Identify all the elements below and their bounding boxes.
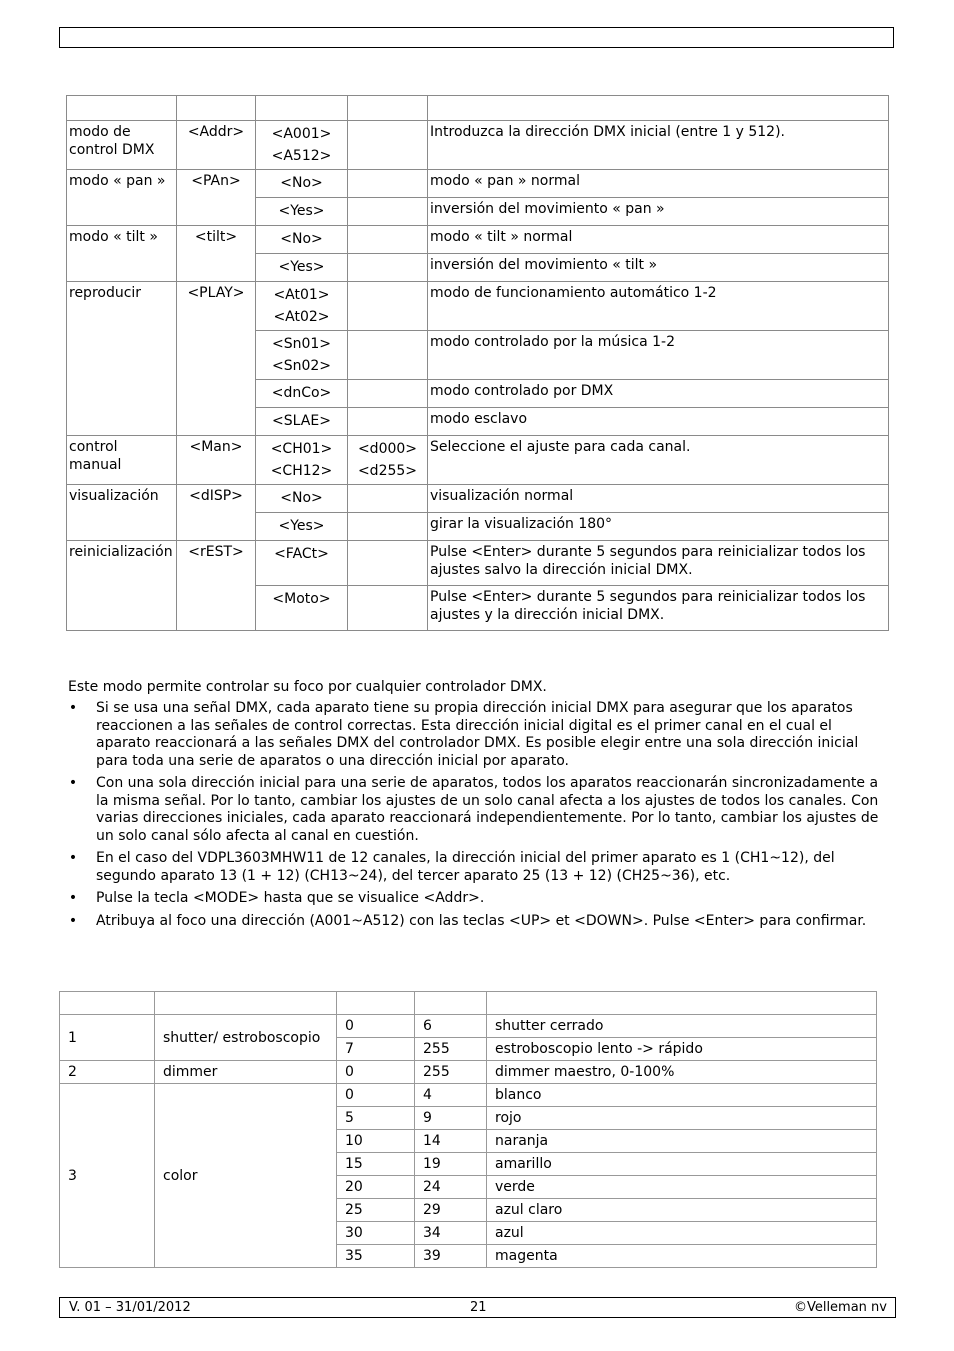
range-cell <box>348 380 428 408</box>
range-from: 0 <box>337 1015 415 1038</box>
range-cell <box>348 408 428 436</box>
code-cell: <Addr> <box>177 121 256 170</box>
value-cell <box>256 198 348 226</box>
range-from: 35 <box>337 1245 415 1268</box>
page-header-box <box>59 27 894 48</box>
range-to: 9 <box>415 1107 487 1130</box>
description-cell: inversión del movimiento « pan » <box>428 198 889 226</box>
range-description: azul claro <box>487 1199 877 1222</box>
value-text: <Sn01> <box>271 336 332 352</box>
channel-name: color <box>155 1084 337 1268</box>
settings-row <box>67 121 889 170</box>
range-cell <box>348 198 428 226</box>
range-text: <d255> <box>357 463 418 479</box>
value-text: <Moto> <box>272 591 331 607</box>
range-to: 29 <box>415 1199 487 1222</box>
value-text: <dnCo> <box>271 385 332 401</box>
bullet-item <box>68 913 888 931</box>
range-to: 255 <box>415 1038 487 1061</box>
code-cell: <rEST> <box>177 541 256 631</box>
range-description: blanco <box>487 1084 877 1107</box>
range-description: magenta <box>487 1245 877 1268</box>
settings-row <box>67 226 889 254</box>
bullet-item <box>68 890 888 908</box>
range-description: dimmer maestro, 0-100% <box>487 1061 877 1084</box>
range-from: 7 <box>337 1038 415 1061</box>
range-cell <box>348 513 428 541</box>
code-cell: <tilt> <box>177 226 256 282</box>
channel-name: dimmer <box>155 1061 337 1084</box>
value-text: <Sn02> <box>271 358 332 374</box>
description-cell: modo controlado por la música 1-2 <box>428 331 889 380</box>
function-cell: reproducir <box>67 282 177 436</box>
bullet-list <box>68 700 888 935</box>
function-cell: modo « tilt » <box>67 226 177 282</box>
value-cell <box>256 436 348 485</box>
range-to: 14 <box>415 1130 487 1153</box>
channel-number: 1 <box>60 1015 155 1061</box>
description-cell: Seleccione el ajuste para cada canal. <box>428 436 889 485</box>
value-text: <Yes> <box>278 518 325 534</box>
bullet-text: Atribuya al foco una dirección (A001~A512) con las teclas <UP> et <DOWN>. Pulse <Enter> para confirmar. <box>96 912 867 929</box>
range-from: 30 <box>337 1222 415 1245</box>
description-cell: modo « tilt » normal <box>428 226 889 254</box>
value-text: <No> <box>280 175 323 191</box>
value-text: <CH01> <box>270 441 333 457</box>
range-to: 34 <box>415 1222 487 1245</box>
range-to: 19 <box>415 1153 487 1176</box>
bullet-text: Con una sola dirección inicial para una serie de aparatos, todos los aparatos reaccionarán sincronizadamente a la misma señal. Por lo tanto, cambiar los ajustes de un solo canal afecta a los ajustes de todos los canales. Con varias direcciones iniciales, cada aparato reaccionará independientemente. Por lo tanto, cambiar los ajustes de un solo canal sólo afecta al canal en cuestión. <box>96 775 879 844</box>
range-from: 20 <box>337 1176 415 1199</box>
settings-table-header-row <box>67 96 889 121</box>
value-text: <FACt> <box>274 546 329 562</box>
range-from: 0 <box>337 1061 415 1084</box>
value-cell <box>256 485 348 513</box>
range-description: azul <box>487 1222 877 1245</box>
value-cell <box>256 331 348 380</box>
range-from: 5 <box>337 1107 415 1130</box>
range-description: verde <box>487 1176 877 1199</box>
bullet-item <box>68 700 888 770</box>
settings-table <box>66 95 889 631</box>
range-description: rojo <box>487 1107 877 1130</box>
value-cell <box>256 121 348 170</box>
footer-version: V. 01 – 31/01/2012 <box>69 1300 191 1315</box>
value-cell <box>256 226 348 254</box>
bullet-text: Si se usa una señal DMX, cada aparato tiene su propia dirección inicial DMX para asegurar que los aparatos reaccionen a las señales de control correctas. Esta dirección inicial digital es el primer canal en el cual el aparato reaccionará a las señales DMX del controlador DMX. Es posible elegir entre una sola dirección inicial para toda una serie de aparatos o una dirección inicial por aparato. <box>96 700 859 769</box>
range-to: 24 <box>415 1176 487 1199</box>
range-from: 10 <box>337 1130 415 1153</box>
bullet-item <box>68 775 888 845</box>
channel-name: shutter/ estroboscopio <box>155 1015 337 1061</box>
value-text: <SLAE> <box>272 413 331 429</box>
description-cell: inversión del movimiento « tilt » <box>428 254 889 282</box>
code-cell: <Man> <box>177 436 256 485</box>
value-cell <box>256 380 348 408</box>
value-cell <box>256 586 348 631</box>
range-cell <box>348 331 428 380</box>
function-cell: modo de control DMX <box>67 121 177 170</box>
description-cell: modo « pan » normal <box>428 170 889 198</box>
value-text: <No> <box>280 490 323 506</box>
value-text: <Yes> <box>278 259 325 275</box>
value-text: <A001> <box>271 126 332 142</box>
range-cell <box>348 121 428 170</box>
description-cell: visualización normal <box>428 485 889 513</box>
value-text: <CH12> <box>270 463 333 479</box>
channel-row <box>60 1061 877 1084</box>
range-to: 4 <box>415 1084 487 1107</box>
range-cell <box>348 254 428 282</box>
range-to: 255 <box>415 1061 487 1084</box>
range-description: amarillo <box>487 1153 877 1176</box>
range-text: <d000> <box>357 441 418 457</box>
settings-row <box>67 485 889 513</box>
value-cell <box>256 541 348 586</box>
value-text: <A512> <box>271 148 332 164</box>
range-cell <box>348 436 428 485</box>
value-text: <At02> <box>273 309 330 325</box>
description-cell: Pulse <Enter> durante 5 segundos para reinicializar todos los ajustes y la dirección inicial DMX. <box>428 586 889 631</box>
channel-number: 3 <box>60 1084 155 1268</box>
description-cell: Introduzca la dirección DMX inicial (entre 1 y 512). <box>428 121 889 170</box>
footer-copyright: ©Velleman nv <box>793 1300 887 1315</box>
bullet-text: Pulse la tecla <MODE> hasta que se visualice <Addr>. <box>96 890 485 906</box>
function-cell: modo « pan » <box>67 170 177 226</box>
bullet-icon: • <box>68 775 78 791</box>
value-text: <At01> <box>273 287 330 303</box>
function-cell: reinicialización <box>67 541 177 631</box>
footer-page-number: 21 <box>470 1300 487 1315</box>
bullet-item <box>68 850 888 885</box>
range-to: 6 <box>415 1015 487 1038</box>
range-cell <box>348 170 428 198</box>
settings-row <box>67 436 889 485</box>
range-to: 39 <box>415 1245 487 1268</box>
intro-paragraph: Este modo permite controlar su foco por cualquier controlador DMX. <box>68 679 547 695</box>
description-cell: modo de funcionamiento automático 1-2 <box>428 282 889 331</box>
settings-row <box>67 541 889 586</box>
code-cell: <PLAY> <box>177 282 256 436</box>
range-cell <box>348 226 428 254</box>
code-cell: <PAn> <box>177 170 256 226</box>
function-cell: visualización <box>67 485 177 541</box>
range-cell <box>348 282 428 331</box>
bullet-icon: • <box>68 890 78 906</box>
bullet-text: En el caso del VDPL3603MHW11 de 12 canales, la dirección inicial del primer aparato es 1 (CH1~12), del segundo aparato 13 (1 + 12) (CH13~24), del tercer aparato 25 (13 + 12) (CH25~36), etc. <box>96 850 835 884</box>
settings-row <box>67 282 889 331</box>
settings-row <box>67 170 889 198</box>
description-cell: modo esclavo <box>428 408 889 436</box>
description-cell: Pulse <Enter> durante 5 segundos para reinicializar todos los ajustes salvo la dirección inicial DMX. <box>428 541 889 586</box>
value-text: <No> <box>280 231 323 247</box>
range-cell <box>348 586 428 631</box>
description-cell: girar la visualización 180° <box>428 513 889 541</box>
range-from: 15 <box>337 1153 415 1176</box>
channel-row <box>60 1084 877 1107</box>
channel-table-header-row <box>60 992 877 1015</box>
code-cell: <dISP> <box>177 485 256 541</box>
value-cell <box>256 513 348 541</box>
bullet-icon: • <box>68 700 78 716</box>
range-from: 0 <box>337 1084 415 1107</box>
value-text: <Yes> <box>278 203 325 219</box>
range-description: naranja <box>487 1130 877 1153</box>
function-cell: control manual <box>67 436 177 485</box>
channel-row <box>60 1015 877 1038</box>
description-cell: modo controlado por DMX <box>428 380 889 408</box>
range-cell <box>348 485 428 513</box>
range-cell <box>348 541 428 586</box>
range-from: 25 <box>337 1199 415 1222</box>
value-cell <box>256 170 348 198</box>
bullet-icon: • <box>68 912 78 929</box>
value-cell <box>256 408 348 436</box>
bullet-icon: • <box>68 850 78 866</box>
range-description: shutter cerrado <box>487 1015 877 1038</box>
channel-table <box>59 991 877 1268</box>
channel-number: 2 <box>60 1061 155 1084</box>
value-cell <box>256 254 348 282</box>
value-cell <box>256 282 348 331</box>
page-footer <box>59 1297 896 1318</box>
range-description: estroboscopio lento -> rápido <box>487 1038 877 1061</box>
